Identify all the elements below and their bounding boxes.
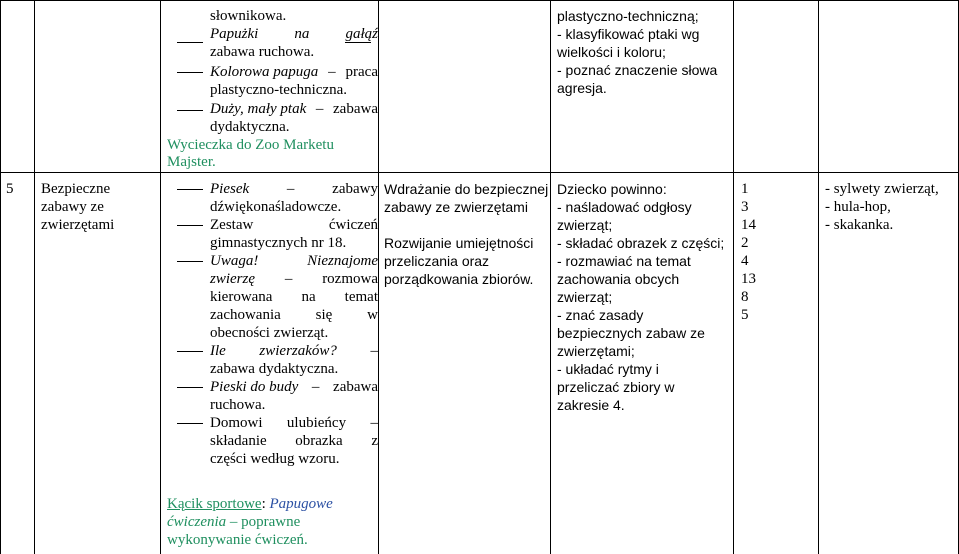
activity-domowi-line3: części według wzoru. (210, 451, 340, 467)
aim-line: przeliczania oraz (384, 253, 490, 269)
activity-papuga-line1: Kolorowa papuga – praca (210, 64, 378, 80)
activity-papuzki-line1: Papużki na gałąź (210, 26, 378, 42)
outcome-line: - znać zasady (557, 307, 644, 323)
activity-ile-line2: zabawa dydaktyczna. (210, 361, 339, 377)
activity-uwaga-line4: zachowania się w (210, 307, 378, 323)
colon: : (261, 496, 266, 512)
activity-zestaw-line2: gimnastycznych nr 18. (210, 235, 347, 251)
material-item: - skakanka. (825, 217, 894, 233)
outcome-line: zwierzętami; (557, 343, 635, 359)
sport-corner-line3: wykonywanie ćwiczeń. (167, 532, 308, 548)
bullet-dash (177, 387, 203, 388)
curriculum-number: 2 (741, 235, 749, 251)
outcome-line: Dziecko powinno: (557, 181, 667, 197)
activity-zestaw-line1: Zestaw ćwiczeń (210, 217, 378, 233)
aim-line: porządkowania zbiorów. (384, 271, 534, 287)
activity-ile-line1: Ile zwierzaków? – (210, 343, 378, 359)
goal-line: agresja. (557, 80, 607, 96)
aim-line: Wdrażanie do bezpiecznej (384, 181, 549, 197)
curriculum-number: 4 (741, 253, 749, 269)
outcome-line: zwierząt; (557, 217, 613, 233)
aim-line: zabawy ze zwierzętami (384, 199, 528, 215)
bullet-dash (177, 110, 203, 111)
curriculum-number: 3 (741, 199, 749, 215)
curriculum-number: 1 (741, 181, 749, 197)
trip-line2: Majster. (167, 154, 216, 170)
outcome-line: przeliczać zbiory w (557, 379, 675, 395)
material-item: - hula-hop, (825, 199, 891, 215)
activity-uwaga-line3: kierowana na temat (210, 289, 378, 305)
bullet-dash (177, 225, 203, 226)
activity-uwaga-line2: zwierzę – rozmowa (210, 271, 378, 287)
activity-uwaga-line5: obecności zwierząt. (210, 325, 329, 341)
activity-piesek-line2: dźwiękonaśladowcze. (210, 199, 342, 215)
goal-line: wielkości i koloru; (557, 44, 666, 60)
bullet-dash (177, 423, 203, 424)
material-item: - sylwety zwierząt, (825, 181, 939, 197)
activity-duzy-line1: Duży, mały ptak – zabawa (210, 101, 378, 117)
curriculum-number: 5 (741, 307, 749, 323)
activity-papuzki-line2: zabawa ruchowa. (210, 44, 315, 60)
theme-line: Bezpieczne (41, 181, 111, 197)
bullet-dash (177, 351, 203, 352)
bullet-dash (177, 261, 203, 262)
activity-duzy-line2: dydaktyczna. (210, 119, 290, 135)
outcome-line: - rozmawiać na temat (557, 253, 691, 269)
activity-pieski-line1: Pieski do budy – zabawa (210, 379, 378, 395)
outcome-line: - układać rytmy i (557, 361, 659, 377)
goal-line: - poznać znaczenie słowa (557, 62, 718, 78)
outcome-line: bezpiecznych zabaw ze (557, 325, 705, 341)
sport-corner-label: Kącik sportowe (167, 496, 262, 512)
activity-papuga-line2: plastyczno-techniczna. (210, 82, 348, 98)
top-text-slownikowa: słownikowa. (210, 8, 287, 24)
activity-domowi-line2: składanie obrazka z (210, 433, 378, 449)
bullet-dash (177, 42, 203, 43)
theme-line: zwierzętami (41, 217, 115, 233)
curriculum-number: 8 (741, 289, 749, 305)
bullet-dash (345, 42, 371, 43)
activity-piesek-line1: Piesek – zabawy (210, 181, 378, 197)
goal-line: - klasyfikować ptaki wg (557, 26, 700, 42)
bullet-dash (177, 189, 203, 190)
outcome-line: zwierząt; (557, 289, 613, 305)
sport-corner-line2: ćwiczenia – poprawne (167, 514, 301, 530)
curriculum-number: 14 (741, 217, 756, 233)
theme-line: zabawy ze (41, 199, 104, 215)
outcome-line: zachowania obcych (557, 271, 680, 287)
activity-pieski-line2: ruchowa. (210, 397, 266, 413)
aim-line: Rozwijanie umiejętności (384, 235, 534, 251)
curriculum-number: 13 (741, 271, 756, 287)
trip-line1: Wycieczka do Zoo Marketu (167, 137, 334, 153)
outcome-line: - naśladować odgłosy (557, 199, 692, 215)
row-number: 5 (6, 181, 14, 197)
outcome-line: - składać obrazek z części; (557, 235, 725, 251)
bullet-dash (177, 72, 203, 73)
activity-domowi-line1: Domowi ulubieńcy – (210, 415, 378, 431)
goal-line: plastyczno-techniczną; (557, 8, 699, 24)
outcome-line: zakresie 4. (557, 397, 625, 413)
sport-corner-line1 (167, 495, 333, 513)
sport-corner-title: Papugowe (269, 496, 333, 512)
activity-uwaga-line1: Uwaga! Nieznajome (210, 253, 378, 269)
